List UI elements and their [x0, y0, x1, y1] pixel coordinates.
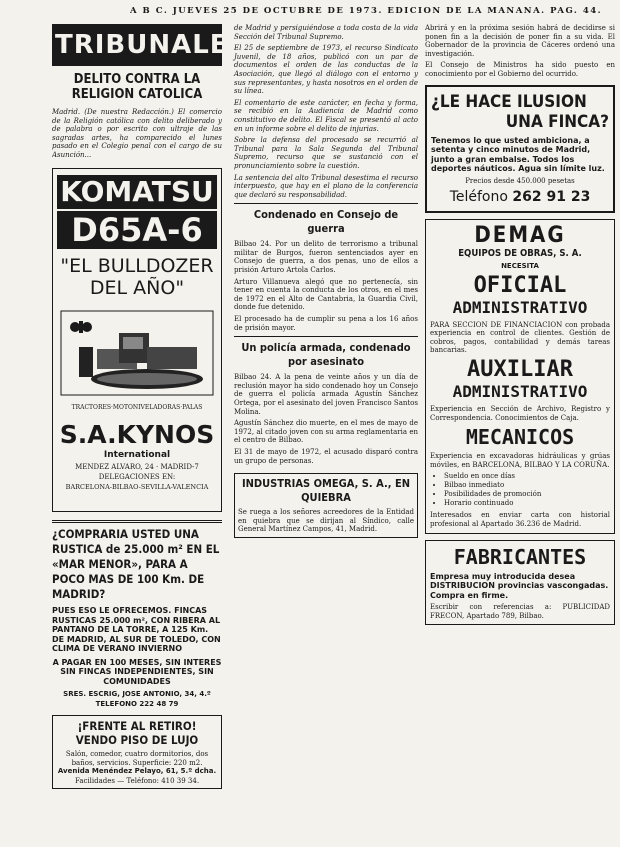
consejo-body-3: El procesado ha de cumplir su pena a los 16 años de prisión mayor.: [234, 315, 418, 332]
mecanicos-title: MECANICOS: [465, 425, 575, 450]
omega-notice: [234, 473, 418, 538]
right-top-body-2: El Consejo de Ministros ha sido puesto en conocimiento por el Gobierno del ocurrido.: [425, 61, 615, 78]
rustica-title: ¿COMPRARIA USTED UNA RUSTICA de 25.000 m² EN EL «MAR MENOR», PARA A POCO MAS DE 100 Km. DE MADRID?: [52, 527, 220, 601]
bulldozer-slogan-1: "EL BULLDOZER: [60, 255, 214, 277]
komatsu-ad: [52, 168, 222, 512]
consejo-headline: Condenado en Consejo de guerra: [253, 208, 399, 236]
fabricantes-ofertas: Escribir con referencias a: PUBLICIDAD FRECON, Apartado 789, Bilbao.: [430, 603, 610, 620]
rustica-contact: SRES. ESCRIG, JOSE ANTONIO, 34, 4.º TELEFONO 222 48 79: [63, 690, 211, 708]
finca-precio: Precios desde 450.000 pesetas: [465, 176, 575, 185]
finca-phone: [431, 188, 609, 206]
list-item: • Bilbao inmediato: [444, 481, 610, 490]
komatsu-brand: KOMATSU: [57, 175, 217, 209]
oficial-title-1: OFICIAL: [473, 272, 567, 298]
kynos-address: MENDEZ ALVARO, 24 · MADRID-7: [75, 463, 199, 471]
bulldozer-image: [57, 303, 217, 403]
list-item: • Sueldo en once días: [444, 472, 610, 481]
auxiliar-body: Experiencia en Sección de Archivo, Registro y Correspondencia. Conocimientos de Caja.: [430, 405, 610, 422]
finca-title-1: ¿LE HACE ILUSION: [431, 91, 587, 112]
article-para-2: El comentario de este carácter, en fecha y forma, se recibió en la Audiencia de Madrid como constitutivo de delito. El Fiscal se presentó al acto en un informe sobre el delito de injurias.: [234, 98, 418, 133]
bulldozer-slogan-2: DEL AÑO": [89, 277, 185, 299]
article-para-4: La sentencia del alto Tribunal desestima el recurso interpuesto, que hay en el plano de la conferencia que declaró su responsabilidad.: [234, 173, 418, 199]
right-top-body: Abrirá y en la próxima sesión habrá de decidirse si ponen fin a la decisión de poner fin a su vida. El Gobernador de la provincia de Cáceres ordenó una investigación.: [425, 24, 615, 58]
fabricantes-ad: [425, 540, 615, 626]
retiro-contact: Facilidades — Teléfono: 410 39 34.: [74, 776, 200, 785]
kynos-cities: BARCELONA-BILBAO-SEVILLA-VALENCIA: [65, 483, 209, 491]
column-left: [52, 24, 249, 789]
kynos-sub: International: [103, 450, 171, 460]
consejo-body-2: Arturo Villanueva alegó que no pertenecía, sin tener en cuenta la conducta de los otros, en el mes de 1972 en el Alto de Cantabria, la Guardia Civil, donde fue detenido.: [234, 277, 418, 312]
kynos-name: S.A.KYNOS: [59, 420, 215, 449]
demag-benefits-list: [444, 472, 610, 508]
finca-body: Tenemos lo que usted ambiciona, a setenta y cinco minutos de Madrid, junto a gran embalse. Todos los deportes náuticos. Agua sin límite luz.: [431, 135, 605, 174]
omega-body: Se ruega a los señores acreedores de la Entidad en quiebra que se dirijan al Síndico, calle General Martínez Campos, 41, Madrid.: [238, 508, 414, 534]
finca-ad: [425, 85, 615, 214]
article-para-3: Sobre la defensa del procesado se recurrió al Tribunal para la Sala Segunda del Tribunal Supremo, recurso que se sustanció con el pronunciamiento sobre la cuestión.: [234, 136, 418, 170]
mecanicos-body: Experiencia en excavadoras hidráulicas y grúas móviles, en BARCELONA, BILBAO Y LA CORUÑA.: [430, 452, 610, 469]
rustica-ad: [52, 520, 222, 709]
finca-phone-number: 262 91 23: [512, 189, 591, 206]
fabricantes-body: Empresa muy introducida desea DISTRIBUCION provincias vascongadas. Compra en firme.: [430, 571, 609, 600]
omega-headline: INDUSTRIAS OMEGA, S. A., EN QUIEBRA: [241, 477, 411, 505]
rustica-body: PUES ESO LE OFRECEMOS. FINCAS RUSTICAS 25.000 m², CON RIBERA AL PANTANO DE LA TORRE, A 125 Km. DE MADRID, AL SUR DE TOLEDO, CON CLIMA DE VERANO INVIERNO: [52, 606, 221, 653]
demag-ad: [425, 219, 615, 533]
article-para-1: El 25 de septiembre de 1973, el recurso Sindicato Juvenil, de 18 años, publicó con un par de documentos el orden de las conductas de la Asociación, que llegó al diálogo con el entorno y sus representantes, y hasta nosotros en el orden de su línea.: [234, 44, 418, 96]
policia-body-3: El 31 de mayo de 1972, el acusado disparó contra un grupo de personas.: [234, 447, 418, 465]
demag-subtitle: EQUIPOS DE OBRAS, S. A.: [458, 248, 582, 260]
retiro-ad: [52, 715, 222, 789]
list-item: • Horario continuado: [444, 499, 610, 508]
fabricantes-title: FABRICANTES: [453, 544, 587, 569]
page-header: A B C. JUEVES 25 DE OCTUBRE DE 1973. EDICION DE LA MAÑANA. PAG. 44.: [130, 6, 603, 16]
kynos-delegaciones: DELEGACIONES EN:: [98, 473, 176, 481]
demag-logo: DEMAG: [474, 223, 566, 249]
finca-title-2: UNA FINCA?: [505, 111, 609, 132]
policia-body-2: Agustín Sánchez dio muerte, en el mes de mayo de 1972, al citado joven con su arma reglamentaria en el centro de Bilbao.: [234, 419, 418, 445]
delito-headline: DELITO CONTRA LA RELIGION CATOLICA: [71, 72, 203, 102]
bulldozer-caption: TRACTORES·MOTONIVELADORAS·PALAS: [71, 404, 203, 411]
finca-phone-label: Teléfono: [449, 189, 508, 206]
oficial-body: PARA SECCION DE FINANCIACION con probada experiencia en control de clientes. Gestión de cobros, pagos, contabilidad y demás tareas bancarias.: [430, 320, 610, 355]
demag-necesita: NECESITA: [501, 262, 539, 271]
column-right: [425, 24, 615, 625]
retiro-body: Salón, comedor, cuatro dormitorios, dos baños, servicios. Superficie: 220 m2.: [65, 750, 209, 767]
oficial-title-2: ADMINISTRATIVO: [452, 297, 588, 317]
delito-article: Madrid. (De nuestra Redacción.) El comercio de la Religión católica con delito deliberado y de palabra o por escrito con ultraje de las sagradas artes, ha comparecido el lunes pasado en el Colegio penal con el cargo de su Asunción...: [52, 108, 222, 159]
komatsu-logo-icon: [70, 321, 92, 333]
list-item: • Posibilidades de promoción: [444, 490, 610, 499]
auxiliar-title-2: ADMINISTRATIVO: [452, 382, 588, 402]
retiro-title: ¡FRENTE AL RETIRO! VENDO PISO DE LUJO: [75, 719, 199, 747]
tribunales-banner: TRIBUNALES: [52, 24, 222, 66]
demag-interesados: Interesados en enviar carta con historial profesional al Apartado 36.236 de Madrid.: [430, 511, 610, 528]
auxiliar-title-1: AUXILIAR: [467, 357, 573, 383]
retiro-address: Avenida Menéndez Pelayo, 61, 5.º dcha.: [57, 767, 217, 776]
rustica-pago: A PAGAR EN 100 MESES, SIN INTERES SIN FINCAS INDEPENDIENTES, SIN COMUNIDADES: [52, 657, 222, 686]
article-intro: de Madrid y persiguiéndose a toda costa de la vida Sección del Tribunal Supremo.: [234, 24, 418, 41]
policia-headline: Un policía armada, condenado por asesinato: [241, 341, 411, 369]
komatsu-model: D65A-6: [57, 211, 217, 249]
column-middle: [234, 24, 418, 538]
consejo-body-1: Bilbao 24. Por un delito de terrorismo a tribunal militar de Burgos, fueron sentenciados ayer en Consejo de guerra, a dos penas, uno de ellos a prisión Arturo Artola Carlos.: [234, 240, 418, 275]
policia-body-1: Bilbao 24. A la pena de veinte años y un día de reclusión mayor ha sido condenado hoy un Consejo de guerra el policía armada Agustín Sánchez Ortega, por el asesinato del joven Francisco Santos Molina.: [234, 373, 418, 416]
